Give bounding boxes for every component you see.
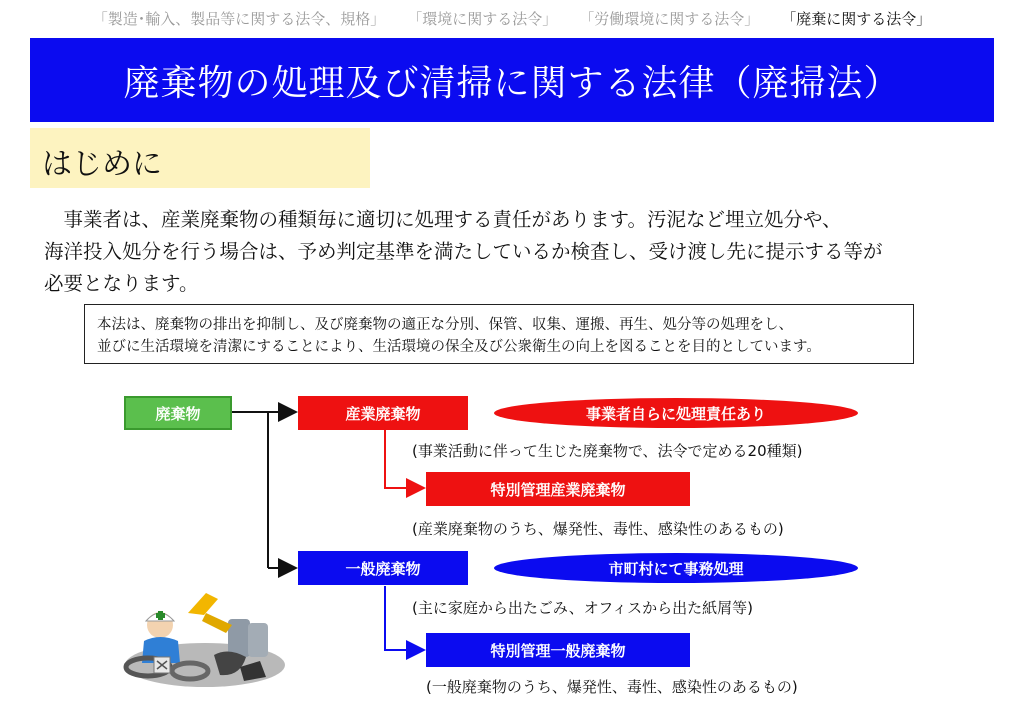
tab-manufacturing-laws[interactable]: 「製造･輸入、製品等に関する法令、規格」 bbox=[92, 10, 386, 28]
purpose-line: 並びに生活環境を清潔にすることにより、生活環境の保全及び公衆衛生の向上を図ることを目的としています。 bbox=[97, 339, 821, 355]
industrial-responsibility-pill: 事業者自らに処理責任あり bbox=[494, 398, 858, 428]
intro-line: 必要となります。 bbox=[44, 272, 199, 295]
intro-line: 事業者は、産業廃棄物の種類毎に適切に処理する責任があります。汚泥など埋立処分や、 bbox=[44, 208, 842, 231]
purpose-line: 本法は、廃棄物の排出を抑制し、及び廃棄物の適正な分別、保管、収集、運搬、再生、処分等の処理をし、 bbox=[97, 317, 793, 333]
industrial-waste-box: 産業廃棄物 bbox=[298, 396, 468, 430]
page-title: 廃棄物の処理及び清掃に関する法律（廃掃法） bbox=[123, 62, 901, 104]
arrow-to-special-general bbox=[385, 586, 424, 650]
waste-root-box: 廃棄物 bbox=[124, 396, 232, 430]
general-responsibility-pill: 市町村にて事務処理 bbox=[494, 553, 858, 583]
tab-disposal-laws[interactable]: 「廃棄に関する法令」 bbox=[781, 10, 932, 28]
special-general-waste-note: (一般廃棄物のうち、爆発性、毒性、感染性のあるもの) bbox=[426, 678, 798, 696]
general-waste-note: (主に家庭から出たごみ、オフィスから出た紙屑等) bbox=[412, 599, 753, 617]
section-heading: はじめに bbox=[42, 147, 162, 182]
special-general-waste-box: 特別管理一般廃棄物 bbox=[426, 633, 690, 667]
general-waste-box: 一般廃棄物 bbox=[298, 551, 468, 585]
special-industrial-waste-box: 特別管理産業廃棄物 bbox=[426, 472, 690, 506]
tab-environment-laws[interactable]: 「環境に関する法令」 bbox=[407, 10, 558, 28]
intro-line: 海洋投入処分を行う場合は、予め判定基準を満たしているか検査し、受け渡し先に提示する等が bbox=[44, 240, 883, 263]
tab-labor-environment-laws[interactable]: 「労働環境に関する法令」 bbox=[579, 10, 760, 28]
special-industrial-waste-note: (産業廃棄物のうち、爆発性、毒性、感染性のあるもの) bbox=[412, 520, 784, 538]
waste-pile-illustration bbox=[120, 585, 290, 690]
industrial-waste-note: (事業活動に伴って生じた廃棄物で、法令で定める20種類) bbox=[412, 442, 803, 460]
